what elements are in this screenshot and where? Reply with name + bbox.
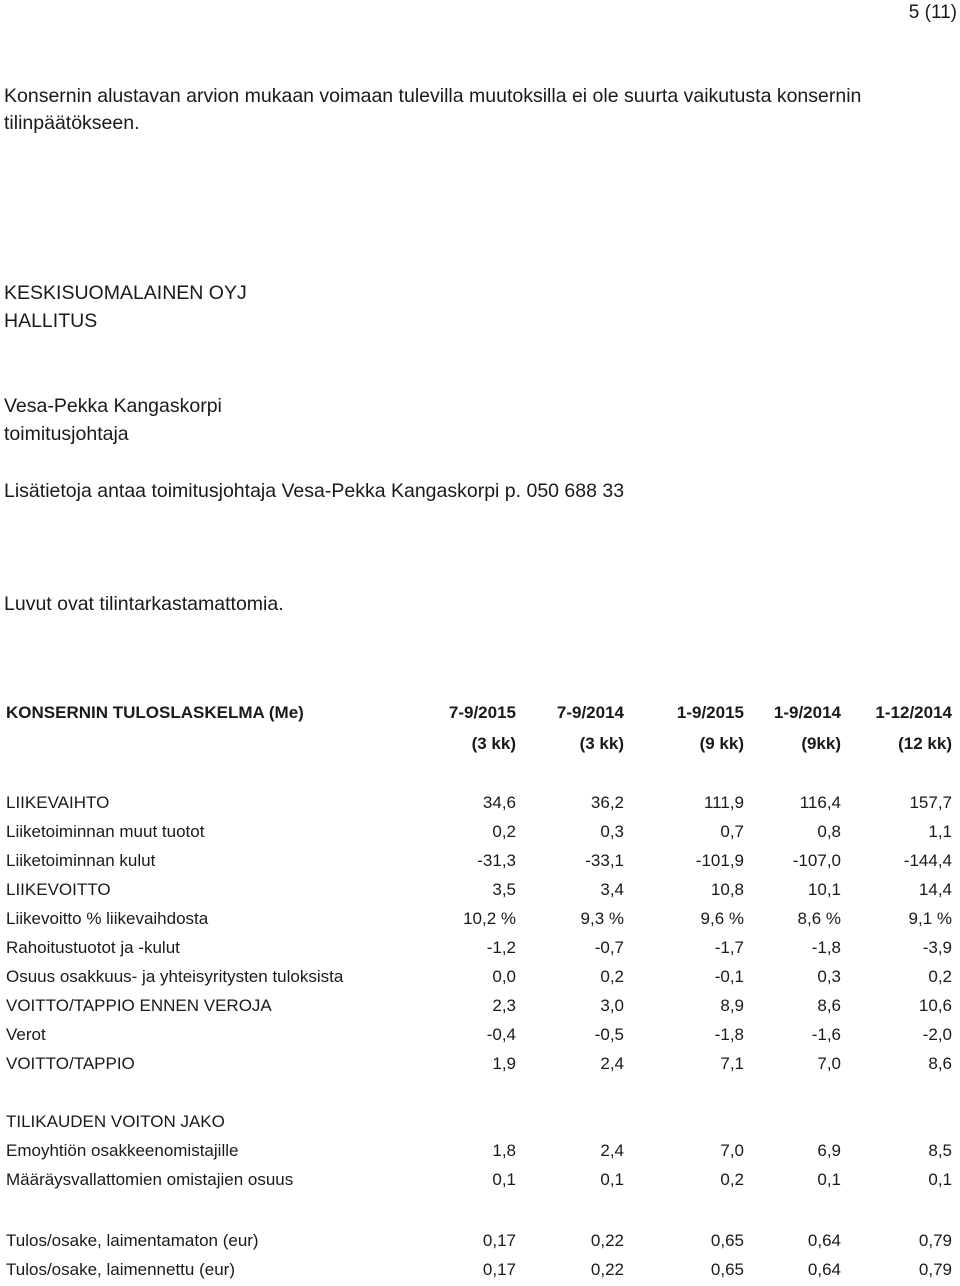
cell-value: 0,64 bbox=[807, 1260, 841, 1279]
row-label: Liiketoiminnan kulut bbox=[6, 851, 156, 870]
cell-value: 7,0 bbox=[720, 1141, 744, 1160]
table-row bbox=[6, 822, 954, 848]
row-label: VOITTO/TAPPIO ENNEN VEROJA bbox=[6, 996, 272, 1015]
cell-value: -0,7 bbox=[594, 938, 624, 957]
cell-value: 0,1 bbox=[817, 1170, 841, 1189]
cell-value: -1,6 bbox=[811, 1025, 841, 1044]
cell-value: 1,9 bbox=[492, 1054, 516, 1073]
cell-value: 36,2 bbox=[590, 793, 624, 812]
cell-value: 0,17 bbox=[482, 1231, 516, 1250]
table-row bbox=[6, 851, 954, 877]
cell-value: 0,64 bbox=[807, 1231, 841, 1250]
table-row bbox=[6, 909, 954, 935]
cell-value: -1,8 bbox=[714, 1025, 744, 1044]
cell-value: -33,1 bbox=[585, 851, 624, 870]
cell-value: 9,6 % bbox=[700, 909, 744, 928]
period-header: 1-9/2015 bbox=[676, 703, 744, 722]
cell-value: 2,4 bbox=[600, 1141, 624, 1160]
period-header: 1-12/2014 bbox=[875, 703, 952, 722]
cell-value: 0,2 bbox=[600, 967, 624, 986]
cell-value: -0,4 bbox=[486, 1025, 516, 1044]
period-header: 1-9/2014 bbox=[773, 703, 841, 722]
cell-value: -2,0 bbox=[922, 1025, 952, 1044]
table-row bbox=[6, 967, 954, 993]
cell-value: 3,5 bbox=[492, 880, 516, 899]
cell-value: 34,6 bbox=[482, 793, 516, 812]
cell-value: -1,8 bbox=[811, 938, 841, 957]
row-label: Verot bbox=[6, 1025, 46, 1044]
cell-value: 0,3 bbox=[817, 967, 841, 986]
row-label: Emoyhtiön osakkeenomistajille bbox=[6, 1141, 239, 1160]
row-label: Tulos/osake, laimennettu (eur) bbox=[6, 1260, 235, 1279]
table-row bbox=[6, 996, 954, 1022]
signer-title: toimitusjohtaja bbox=[4, 423, 129, 445]
table-row bbox=[6, 793, 954, 819]
table-row bbox=[6, 1054, 954, 1080]
cell-value: 7,1 bbox=[720, 1054, 744, 1073]
table-row bbox=[6, 1260, 954, 1286]
cell-value: 0,79 bbox=[918, 1260, 952, 1279]
table-row bbox=[6, 938, 954, 964]
row-label: Osuus osakkuus- ja yhteisyritysten tuloksista bbox=[6, 967, 344, 986]
cell-value: 0,17 bbox=[482, 1260, 516, 1279]
cell-value: 10,2 % bbox=[463, 909, 516, 928]
company-name: KESKISUOMALAINEN OYJ bbox=[4, 282, 247, 304]
cell-value: 111,9 bbox=[703, 793, 744, 812]
duration-header: (12 kk) bbox=[898, 734, 952, 753]
cell-value: 0,1 bbox=[492, 1170, 516, 1189]
cell-value: 8,5 bbox=[928, 1141, 952, 1160]
table-row bbox=[6, 1231, 954, 1257]
duration-header: (3 kk) bbox=[579, 734, 624, 753]
duration-header: (3 kk) bbox=[471, 734, 516, 753]
cell-value: 116,4 bbox=[799, 793, 841, 812]
cell-value: 0,65 bbox=[710, 1260, 744, 1279]
row-label: LIIKEVOITTO bbox=[6, 880, 111, 899]
cell-value: -0,5 bbox=[594, 1025, 624, 1044]
cell-value: 0,0 bbox=[492, 967, 516, 986]
cell-value: 0,65 bbox=[710, 1231, 744, 1250]
cell-value: 10,1 bbox=[807, 880, 841, 899]
cell-value: 10,8 bbox=[710, 880, 744, 899]
cell-value: -31,3 bbox=[477, 851, 516, 870]
cell-value: 2,4 bbox=[600, 1054, 624, 1073]
row-label: Rahoitustuotot ja -kulut bbox=[6, 938, 180, 957]
cell-value: -0,1 bbox=[714, 967, 744, 986]
cell-value: 3,4 bbox=[600, 880, 624, 899]
cell-value: 0,1 bbox=[928, 1170, 952, 1189]
table-title: KONSERNIN TULOSLASKELMA (Me) bbox=[6, 703, 304, 722]
cell-value: 0,2 bbox=[720, 1170, 744, 1189]
cell-value: 0,3 bbox=[600, 822, 624, 841]
cell-value: -101,9 bbox=[695, 851, 744, 870]
cell-value: 157,7 bbox=[909, 793, 952, 812]
section-title-row bbox=[6, 1112, 954, 1138]
row-label: VOITTO/TAPPIO bbox=[6, 1054, 135, 1073]
cell-value: 2,3 bbox=[492, 996, 516, 1015]
cell-value: -3,9 bbox=[922, 938, 952, 957]
duration-header: (9 kk) bbox=[699, 734, 744, 753]
cell-value: 0,2 bbox=[492, 822, 516, 841]
table-row bbox=[6, 1141, 954, 1167]
cell-value: 0,79 bbox=[918, 1231, 952, 1250]
cell-value: 0,1 bbox=[600, 1170, 624, 1189]
cell-value: 7,0 bbox=[817, 1054, 841, 1073]
cell-value: -1,7 bbox=[714, 938, 744, 957]
table-row bbox=[6, 1170, 954, 1196]
page-number: 5 (11) bbox=[908, 2, 957, 23]
table-row bbox=[6, 1025, 954, 1051]
cell-value: 9,3 % bbox=[580, 909, 624, 928]
cell-value: 14,4 bbox=[918, 880, 952, 899]
row-label: Liikevoitto % liikevaihdosta bbox=[6, 909, 209, 928]
cell-value: 0,22 bbox=[590, 1260, 624, 1279]
cell-value: 0,8 bbox=[817, 822, 841, 841]
cell-value: 8,9 bbox=[720, 996, 744, 1015]
cell-value: 8,6 bbox=[817, 996, 841, 1015]
duration-header: (9kk) bbox=[801, 734, 841, 753]
row-label: Tulos/osake, laimentamaton (eur) bbox=[6, 1231, 259, 1250]
table-row bbox=[6, 880, 954, 906]
cell-value: -144,4 bbox=[903, 851, 952, 870]
cell-value: 0,2 bbox=[928, 967, 952, 986]
cell-value: 1,1 bbox=[928, 822, 952, 841]
cell-value: 9,1 % bbox=[908, 909, 952, 928]
cell-value: 0,22 bbox=[590, 1231, 624, 1250]
row-label: Määräysvallattomien omistajien osuus bbox=[6, 1170, 294, 1189]
distribution-title: TILIKAUDEN VOITON JAKO bbox=[6, 1112, 225, 1131]
row-label: LIIKEVAIHTO bbox=[6, 793, 110, 812]
cell-value: 3,0 bbox=[600, 996, 624, 1015]
contact-info: Lisätietoja antaa toimitusjohtaja Vesa-Pekka Kangaskorpi p. 050 688 33 bbox=[4, 480, 625, 502]
cell-value: 6,9 bbox=[817, 1141, 841, 1160]
board-label: HALLITUS bbox=[4, 310, 98, 332]
intro-paragraph: Konsernin alustavan arvion mukaan voimaan tulevilla muutoksilla ei ole suurta vaikutusta konsernin tilinpäätökseen. bbox=[4, 85, 862, 134]
cell-value: 1,8 bbox=[492, 1141, 516, 1160]
cell-value: -107,0 bbox=[792, 851, 841, 870]
cell-value: -1,2 bbox=[486, 938, 516, 957]
period-header: 7-9/2014 bbox=[556, 703, 624, 722]
unaudited-note: Luvut ovat tilintarkastamattomia. bbox=[4, 593, 284, 615]
cell-value: 8,6 bbox=[928, 1054, 952, 1073]
period-header: 7-9/2015 bbox=[448, 703, 516, 722]
cell-value: 0,7 bbox=[720, 822, 744, 841]
row-label: Liiketoiminnan muut tuotot bbox=[6, 822, 205, 841]
signer-name: Vesa-Pekka Kangaskorpi bbox=[4, 395, 222, 417]
cell-value: 10,6 bbox=[918, 996, 952, 1015]
cell-value: 8,6 % bbox=[797, 909, 841, 928]
